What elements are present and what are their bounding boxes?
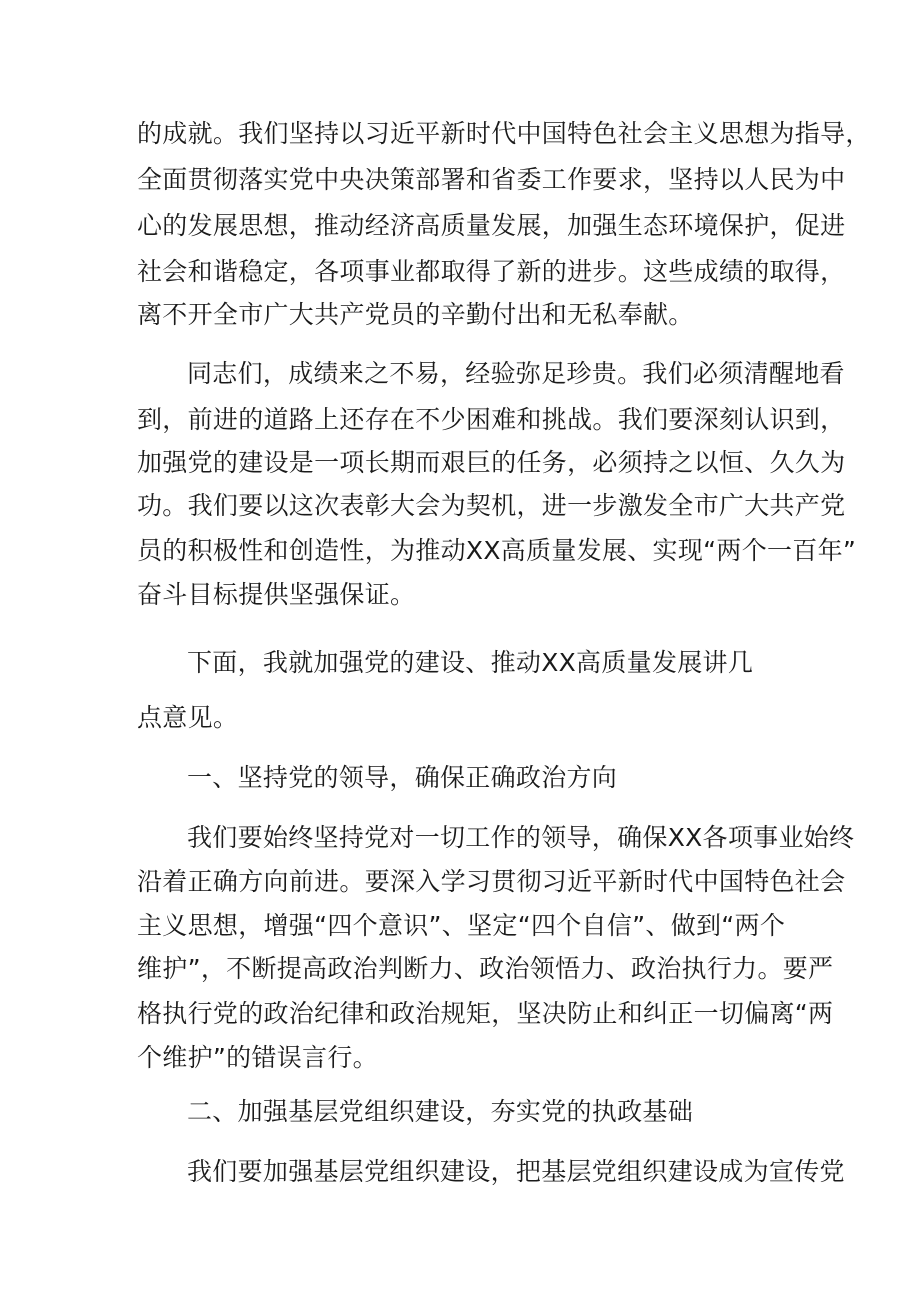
text-line: 点意见。 [137, 703, 239, 732]
text-line: 沿着正确方向前进。要深入学习贯彻习近平新时代中国特色社会 [137, 867, 846, 896]
section-heading: 一、坚持党的领导，确保正确政治方向 [187, 763, 618, 792]
text-line: 全面贯彻落实党中央决策部署和省委工作要求，坚持以人民为中 [137, 165, 846, 194]
text-line: 下面，我就加强党的建设、推动XX高质量发展讲几 [187, 648, 754, 677]
text-line: 格执行党的政治纪律和政治规矩，坚决防止和纠正一切偏离“两 [137, 999, 834, 1028]
text-line: 功。我们要以这次表彰大会为契机，进一步激发全市广大共产党 [137, 491, 846, 520]
text-line: 同志们，成绩来之不易，经验弥足珍贵。我们必须清醒地看 [187, 359, 845, 388]
text-line: 到，前进的道路上还存在不少困难和挑战。我们要深刻认识到， [137, 405, 846, 434]
text-line: 心的发展思想，推动经济高质量发展，加强生态环境保护，促进 [137, 211, 846, 240]
text-line: 社会和谐稳定，各项事业都取得了新的进步。这些成绩的取得， [137, 257, 846, 286]
text-line: 我们要加强基层党组织建设，把基层党组织建设成为宣传党 [187, 1157, 845, 1186]
text-line: 个维护”的错误言行。 [137, 1043, 378, 1072]
text-line: 奋斗目标提供坚强保证。 [137, 580, 416, 609]
section-heading: 二、加强基层党组织建设，夯实党的执政基础 [187, 1097, 694, 1126]
text-line: 的成就。我们坚持以习近平新时代中国特色社会主义思想为指导， [137, 119, 871, 148]
text-line: 我们要始终坚持党对一切工作的领导，确保XX各项事业始终 [187, 823, 855, 852]
text-line: 主义思想，增强“四个意识”、坚定“四个自信”、做到“两个 [137, 911, 786, 940]
text-line: 维护”，不断提高政治判断力、政治领悟力、政治执行力。要严 [137, 954, 834, 983]
text-line: 加强党的建设是一项长期而艰巨的任务，必须持之以恒、久久为 [137, 448, 846, 477]
text-line: 员的积极性和创造性，为推动XX高质量发展、实现“两个一百年” [137, 536, 857, 565]
text-line: 离不开全市广大共产党员的辛勤付出和无私奉献。 [137, 300, 694, 329]
